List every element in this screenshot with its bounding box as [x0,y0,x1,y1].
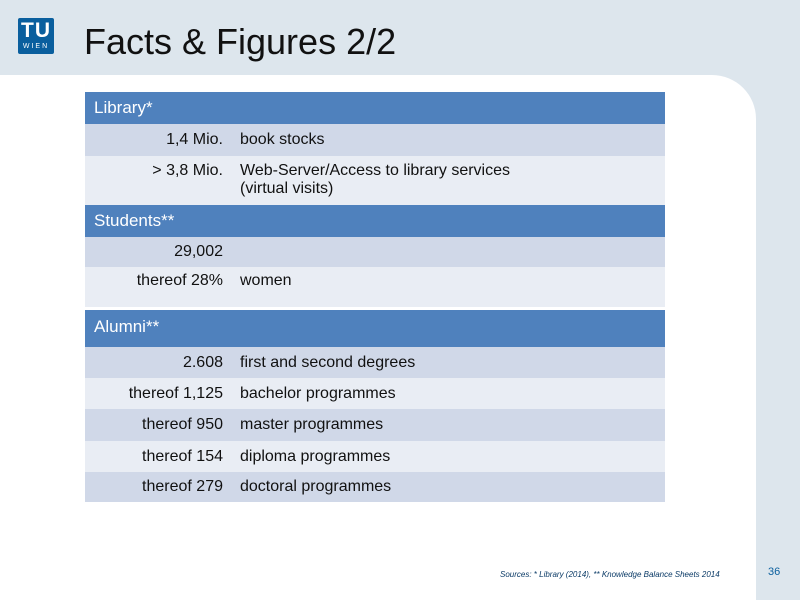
logo-text-wien: WIEN [22,43,50,50]
row-description: master programmes [240,416,384,433]
logo-text-tu: TU [21,19,51,42]
table-row [85,409,665,441]
table-row [85,347,665,378]
row-value: thereof 1,125 [128,384,223,402]
alumni-header: Alumni** [85,310,665,347]
students-table [85,205,665,307]
row-description: book stocks [240,131,325,148]
table-row [85,472,665,502]
tu-wien-logo [18,18,54,54]
table-row [85,267,665,307]
row-description: bachelor programmes [240,384,396,402]
row-value: 2.608 [182,353,223,371]
row-description-line2: (virtual visits) [240,180,334,197]
row-description: women [240,272,292,289]
row-value: 1,4 Mio. [166,131,223,148]
row-value: thereof 28% [136,272,223,289]
row-description: diploma programmes [240,447,391,465]
alumni-table [85,310,665,502]
students-header: Students** [85,205,665,237]
row-description-line1: Web-Server/Access to library services [240,162,510,179]
sources-footnote: Sources: * Library (2014), ** Knowledge Balance Sheets 2014 [500,570,720,579]
table-row [85,124,665,156]
row-value: thereof 950 [142,416,223,433]
table-row [85,156,665,205]
table-row [85,378,665,409]
library-header: Library* [85,92,665,124]
row-value: thereof 154 [142,447,223,465]
slide-title: Facts & Figures 2/2 [84,21,397,62]
row-description: first and second degrees [240,353,416,371]
row-value: thereof 279 [142,478,223,495]
row-description: doctoral programmes [240,478,392,495]
library-table [85,92,665,205]
table-row [85,441,665,472]
row-description [224,162,510,205]
row-value: > 3,8 Mio. [152,162,223,179]
table-row [85,237,665,267]
page-number: 36 [768,566,781,578]
row-value: 29,002 [174,243,223,260]
